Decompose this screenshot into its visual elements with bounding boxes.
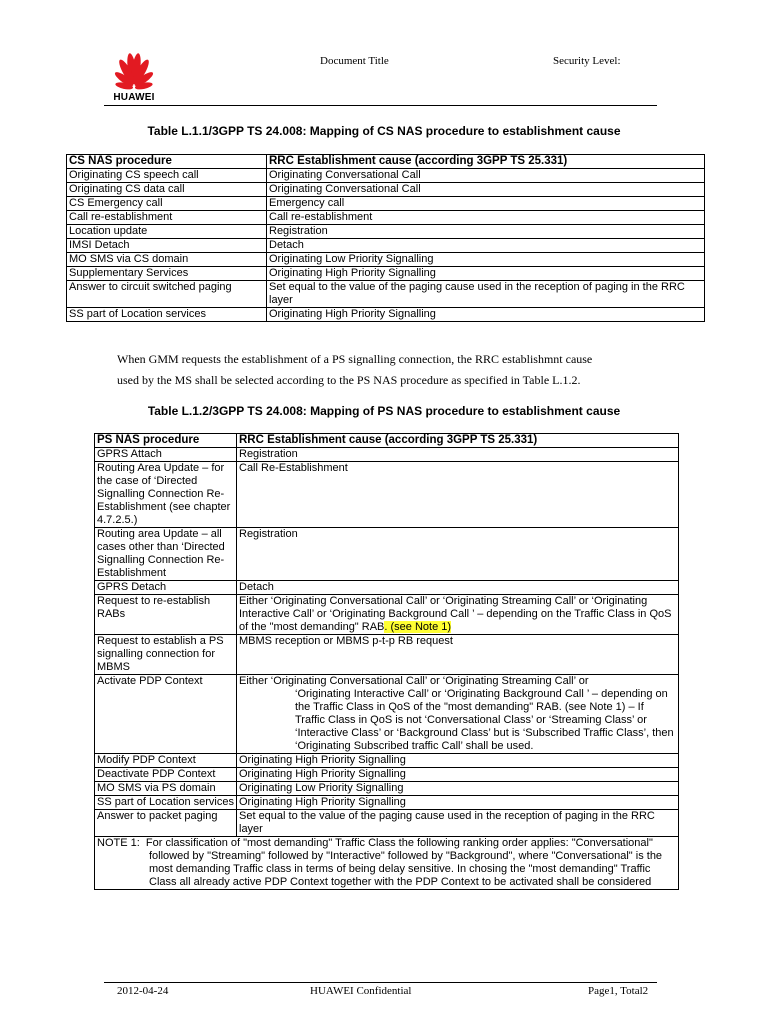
table-cell: MO SMS via CS domain: [67, 253, 267, 267]
table-cell: Call Re-Establishment: [237, 462, 679, 528]
table-row: [67, 211, 705, 225]
table-row: [67, 183, 705, 197]
table-cell: Originating CS speech call: [67, 169, 267, 183]
table-cell: Emergency call: [267, 197, 705, 211]
table-row: [95, 810, 679, 837]
table-cell: [237, 675, 679, 754]
table-cell: [237, 595, 679, 635]
table-header-cell: RRC Establishment cause (according 3GPP TS 25.331): [267, 155, 705, 169]
footer-confidential: HUAWEI Confidential: [310, 985, 412, 997]
table-cell: Originating CS data call: [67, 183, 267, 197]
table-cell: Deactivate PDP Context: [95, 768, 237, 782]
table-cell: Supplementary Services: [67, 267, 267, 281]
table-row: [67, 308, 705, 322]
table-cell: SS part of Location services: [67, 308, 267, 322]
table-row: [95, 635, 679, 675]
table-cell: GPRS Attach: [95, 448, 237, 462]
table-row: [95, 768, 679, 782]
table-cell: Detach: [267, 239, 705, 253]
table-row: [95, 595, 679, 635]
table-row: [67, 225, 705, 239]
table-row: [67, 169, 705, 183]
table-cell: Call re-establishment: [67, 211, 267, 225]
table-row: [95, 754, 679, 768]
table-cell: Detach: [237, 581, 679, 595]
table-row: [95, 462, 679, 528]
footer-date: 2012-04-24: [117, 985, 169, 997]
table-cell: Originating High Priority Signalling: [237, 754, 679, 768]
table-cell: Originating Low Priority Signalling: [237, 782, 679, 796]
table-cell: Routing area Update – all cases other than ‘Directed Signalling Connection Re-Establishment: [95, 528, 237, 581]
table-row: [67, 253, 705, 267]
footer-rule: [104, 982, 657, 983]
table-cell: Routing Area Update – for the case of ‘Directed Signalling Connection Re-Establishment (see chapter 4.7.2.5.): [95, 462, 237, 528]
table-row: [95, 782, 679, 796]
cell-text-indented: ‘Originating Interactive Call’ or ‘Originating Background Call ’ – depending on the Traffic Class in QoS of the "most demanding" RAB. (see Note 1) – If Traffic Class in QoS is not ‘Conversational Class’ or ‘Streaming Class’ or ‘Interactive Class’ or ‘Background Class’ but is ‘Subscribed Traffic Class’, then ‘Originating Subscribed traffic Call’ shall be used.: [295, 688, 674, 752]
table-cell: GPRS Detach: [95, 581, 237, 595]
logo-text: HUAWEI: [113, 92, 155, 103]
table-cell: Set equal to the value of the paging cause used in the reception of paging in the RRC layer: [237, 810, 679, 837]
header-rule: [104, 105, 657, 106]
table-cell: Activate PDP Context: [95, 675, 237, 754]
table-cell: Call re-establishment: [267, 211, 705, 225]
cell-text: Either ‘Originating Conversational Call’ or ‘Originating Streaming Call’ or: [239, 675, 589, 687]
table-cell: Request to re-establish RABs: [95, 595, 237, 635]
table-row: [95, 796, 679, 810]
table-cell: SS part of Location services: [95, 796, 237, 810]
table-cell: MO SMS via PS domain: [95, 782, 237, 796]
table-cell: Originating High Priority Signalling: [267, 267, 705, 281]
footer-page: Page1, Total2: [588, 985, 649, 997]
security-level: Security Level:: [553, 55, 621, 67]
table-cell: Registration: [237, 528, 679, 581]
table-cell: IMSI Detach: [67, 239, 267, 253]
table-cell: Originating Conversational Call: [267, 169, 705, 183]
table-header-cell: CS NAS procedure: [67, 155, 267, 169]
table-row: [95, 448, 679, 462]
table-row: [67, 239, 705, 253]
table2-caption: Table L.1.2/3GPP TS 24.008: Mapping of PS NAS procedure to establishment cause: [147, 404, 621, 418]
table-cell: Modify PDP Context: [95, 754, 237, 768]
table-header-cell: PS NAS procedure: [95, 434, 237, 448]
cell-text: Either ‘Originating Conversational Call’ or ‘Originating Streaming Call’ or ‘Originating Interactive Call’ or ‘Originating Background Call ’ – depending on the Traffic Class in QoS of the "most demanding" RAB: [239, 595, 672, 633]
table-note-row: [95, 837, 679, 890]
highlighted-note-ref: . (see Note 1): [384, 621, 452, 633]
huawei-logo: [104, 52, 164, 108]
table-header-row: [95, 434, 679, 448]
table-row: [67, 281, 705, 308]
table-header-row: [67, 155, 705, 169]
table-cell: Location update: [67, 225, 267, 239]
table-row: [67, 197, 705, 211]
table-cell: Registration: [267, 225, 705, 239]
table-cell: Answer to packet paging: [95, 810, 237, 837]
table-row: [95, 528, 679, 581]
ps-nas-table: [94, 433, 679, 890]
table-note: [95, 837, 679, 890]
table-cell: Originating Conversational Call: [267, 183, 705, 197]
table-cell: Registration: [237, 448, 679, 462]
body-paragraph: [117, 349, 677, 391]
table-row: [67, 267, 705, 281]
table-row: [95, 581, 679, 595]
table-cell: Request to establish a PS signalling connection for MBMS: [95, 635, 237, 675]
table-cell: Originating High Priority Signalling: [267, 308, 705, 322]
paragraph-line: When GMM requests the establishment of a PS signalling connection, the RRC establishmnt cause: [117, 352, 593, 366]
huawei-petals-icon: [104, 52, 164, 92]
table-cell: MBMS reception or MBMS p-t-p RB request: [237, 635, 679, 675]
table-cell: Set equal to the value of the paging cause used in the reception of paging in the RRC layer: [267, 281, 705, 308]
document-title: Document Title: [320, 55, 389, 67]
table-header-cell: RRC Establishment cause (according 3GPP TS 25.331): [237, 434, 679, 448]
table-cell: Originating Low Priority Signalling: [267, 253, 705, 267]
table-cell: Originating High Priority Signalling: [237, 768, 679, 782]
cs-nas-table: [66, 154, 705, 322]
paragraph-line: used by the MS shall be selected according to the PS NAS procedure as specified in Table L.1.2.: [117, 373, 581, 387]
table-cell: Originating High Priority Signalling: [237, 796, 679, 810]
note-text: NOTE 1: For classification of "most demanding" Traffic Class the following ranking order applies: "Conversational" followed by "Streaming" followed by "Interactive" followed by "Background", where "Conversational" is the most demanding Traffic class in terms of being delay sensitive. In chosing the "most demanding" Traffic Class all already active PDP Context together with the PDP Context to be activated shall be considered: [97, 837, 663, 888]
table-row: [95, 675, 679, 754]
table-cell: CS Emergency call: [67, 197, 267, 211]
table1-caption: Table L.1.1/3GPP TS 24.008: Mapping of CS NAS procedure to establishment cause: [147, 124, 621, 138]
table-cell: Answer to circuit switched paging: [67, 281, 267, 308]
